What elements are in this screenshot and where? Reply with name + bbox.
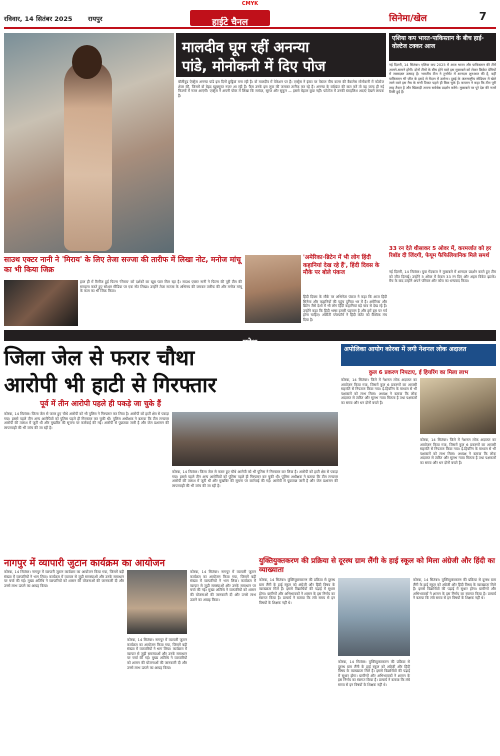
pak-body: नई दिल्ली, 14 सितंबर। एशिया कप 2025 में आज भारत और पाकिस्तान की टीमें आमने-सामने होंगी। दोनों टीमों के बीच होने वाले इस मुकाबले को लेकर क्रिकेट प्रेमियों में जबरदस्त उत्साह है। भारतीय टीम ने टूर्नामेंट में शानदार शुरुआत की है, वहीं पाकिस्तान भी जीत के इरादे से मैदान में उतरेगा। दुबई के अंतरराष्ट्रीय स्टेडियम में खेले जाने वाले इस मैच के सभी टिकट पहले ही बिक चुके हैं। कप्तान ने कहा कि टीम पूरी तरह तैयार है और खिलाड़ी अपना सर्वश्रेष्ठ प्रदर्शन करेंगे। मुकाबले पर पूरे देश की नजरें टिकी हुई हैं।	[389, 63, 496, 94]
school-headline: युक्तियुक्तकरण की प्रक्रिया से दूरस्थ ग्राम लैंगी के हाई स्कूल को मिला अंग्रेजी और हिंदी का व्याख्याता	[259, 556, 495, 574]
tanvi-photo	[4, 280, 78, 326]
jail-subhead: पूर्व में तीन आरोपी पहले ही पकड़े जा चुके हैं	[40, 399, 161, 408]
jail-body: कोरबा, 14 सितंबर। जिला जेल से फरार हुए चौथे आरोपी को भी पुलिस ने गिरफ्तार कर लिया है। आरोपी को हाटी क्षेत्र से पकड़ा गया। इससे पहले तीन अन्य आरोपियों को पुलिस पहले ही गिरफ्तार कर चुकी थी। पुलिस अधीक्षक ने बताया कि टीम लगातार आरोपी की तलाश में जुटी थी और मुखबिर की सूचना पर कार्रवाई की गई। आरोपी से पूछताछ जारी है और जेल प्रशासन की लापरवाही की भी जांच की जा रही है।	[4, 412, 169, 430]
ayush-photo	[245, 255, 301, 323]
court-body: कोरबा, 14 सितंबर। जिले में नेशनल लोक अदालत का आयोजन किया गया, जिसमें कुल 6 प्रकरणों का आपसी सहमति से निपटारा किया गया। ई-हियरिंग के माध्यम से भी पक्षकारों को लाभ मिला। अध्यक्ष ने बताया कि लोक अदालत से त्वरित और सुलभ न्याय मिलता है तथा पक्षकारों का समय और धन दोनों बचते हैं।	[341, 378, 417, 405]
section-label: सिनेमा/खेल	[389, 14, 427, 24]
brand-logo	[190, 10, 270, 26]
tanvi-body: हाल ही में रिलीज हुई फिल्म 'मिराय' को दर्शकों का खूब प्यार मिल रहा है। साउथ एक्टर नानी ने फिल्म की पूरी टीम की सराहना करते हुए सोशल मीडिया पर एक नोट लिखा। उन्होंने तेजा सज्जा के अभिनय की जमकर तारीफ की और मनोज मांचू के काम का भी जिक्र किया।	[80, 280, 242, 294]
nagpur-body-3: कोरबा, 14 सितंबर। नागपुर में व्यापारी जुटान कार्यक्रम का आयोजन किया गया, जिसमें बड़ी संख्या में व्यापारियों ने भाग लिया। कार्यक्रम में व्यापार से जुड़ी समस्याओं और उनके समाधान पर चर्चा की गई। मुख्य अतिथि ने व्यापारियों को शासन की योजनाओं की जानकारी दी और उनसे लाभ उठाने का आग्रह किया।	[127, 638, 187, 670]
ananya-headline-box	[176, 33, 386, 77]
cmyk-marker: CMYK	[241, 1, 259, 7]
cricket-headline: 33 रन देते थीसाकर 5 ओवर में, करमर्जात को हर रिबॉड दी जिंदगी, फेयूम फैफिलियानिक मिले समर्थ	[389, 246, 492, 259]
court-photo	[420, 378, 496, 434]
masthead-date: रविवार, 14 सितंबर 2025	[4, 15, 73, 23]
cricket-body: नई दिल्ली, 14 सितंबर। युवा गेंदबाज ने मुकाबले में शानदार प्रदर्शन करते हुए टीम को जीत दिलाई। उन्होंने 5 ओवर में केवल 33 रन दिए और अहम विकेट झटके। मैच के बाद उन्होंने अपने परिवार और कोच का धन्यवाद किया।	[389, 270, 496, 284]
nagpur-body-2: कोरबा, 14 सितंबर। नागपुर में व्यापारी जुटान कार्यक्रम का आयोजन किया गया, जिसमें बड़ी संख्या में व्यापारियों ने भाग लिया। कार्यक्रम में व्यापार से जुड़ी समस्याओं और उनके समाधान पर चर्चा की गई। मुख्य अतिथि ने व्यापारियों को शासन की योजनाओं की जानकारी दी और उनसे लाभ उठाने का आग्रह किया।	[190, 570, 256, 602]
court-subhead: कुल 6 प्रकरण निपटाए, ई हियरिंग का मिला लाभ	[368, 370, 469, 376]
ananya-photo	[4, 33, 174, 253]
jail-body-2: कोरबा, 14 सितंबर। जिला जेल से फरार हुए चौथे आरोपी को भी पुलिस ने गिरफ्तार कर लिया है। आरोपी को हाटी क्षेत्र से पकड़ा गया। इससे पहले तीन अन्य आरोपियों को पुलिस पहले ही गिरफ्तार कर चुकी थी। पुलिस अधीक्षक ने बताया कि टीम लगातार आरोपी की तलाश में जुटी थी और मुखबिर की सूचना पर कार्रवाई की गई। आरोपी से पूछताछ जारी है और जेल प्रशासन की लापरवाही की भी जांच की जा रही है।	[172, 470, 338, 488]
masthead	[4, 9, 496, 29]
nagpur-body: कोरबा, 14 सितंबर। नागपुर में व्यापारी जुटान कार्यक्रम का आयोजन किया गया, जिसमें बड़ी संख्या में व्यापारियों ने भाग लिया। कार्यक्रम में व्यापार से जुड़ी समस्याओं और उनके समाधान पर चर्चा की गई। मुख्य अतिथि ने व्यापारियों को शासन की योजनाओं की जानकारी दी और उनसे लाभ उठाने का आग्रह किया।	[4, 570, 124, 588]
pradesh-label: प्रदेश	[242, 338, 258, 347]
school-body: कोरबा, 14 सितंबर। युक्तियुक्तकरण की प्रक्रिया से दूरस्थ ग्राम लैंगी के हाई स्कूल को अंग्रेजी और हिंदी विषय के व्याख्याता मिले हैं। इससे विद्यार्थियों की पढ़ाई में सुधार होगा। ग्रामीणों और अभिभावकों ने शासन के इस निर्णय का स्वागत किया है। प्राचार्य ने बताया कि लंबे समय से इन विषयों के शिक्षक नहीं थे।	[259, 578, 335, 605]
pradesh-bar	[4, 330, 496, 347]
court-headline-box	[341, 344, 496, 366]
ananya-headline-1: मालदीव घूम रहीं अनन्या	[182, 40, 310, 56]
school-photo	[338, 578, 410, 656]
school-body-3: कोरबा, 14 सितंबर। युक्तियुक्तकरण की प्रक्रिया से दूरस्थ ग्राम लैंगी के हाई स्कूल को अंग्रेजी और हिंदी विषय के व्याख्याता मिले हैं। इससे विद्यार्थियों की पढ़ाई में सुधार होगा। ग्रामीणों और अभिभावकों ने शासन के इस निर्णय का स्वागत किया है। प्राचार्य ने बताया कि लंबे समय से इन विषयों के शिक्षक नहीं थे।	[413, 578, 496, 601]
court-headline: अपोलिका आयोग कोरबा में लगी नेशनल लोक अदालत	[344, 346, 467, 353]
ananya-body: बॉलीवुड ऐक्ट्रेस अनन्या पांडे इस दिनों छुट्टियां मना रही हैं। वो मालदीव में वेकेशन पर हैं। एक्ट्रेस ने इंस्टा पर पेस्टल पीच कलर की बैकलेस मोनोकनी में फोटोज शेयर कीं, जिसमें वो बेहद खूबसूरत नजर आ रही हैं। फैंस उनके इस लुक की जमकर तारीफ कर रहे हैं। अनन्या के वर्कफ्रंट की बात करें तो वह जल्द ही नई फिल्मों में नजर आएंगी। एक्ट्रेस ने अपनी पोस्ट में लिखा कि समंदर, सूरज और सुकून — इससे बेहतर कुछ नहीं। फोटोज में उनकी स्टाइलिश अदाएं देखने लायक हैं।	[178, 80, 384, 98]
masthead-city: रायपुर	[88, 15, 103, 23]
court-body-2: कोरबा, 14 सितंबर। जिले में नेशनल लोक अदालत का आयोजन किया गया, जिसमें कुल 6 प्रकरणों का आपसी सहमति से निपटारा किया गया। ई-हियरिंग के माध्यम से भी पक्षकारों को लाभ मिला। अध्यक्ष ने बताया कि लोक अदालत से त्वरित और सुलभ न्याय मिलता है तथा पक्षकारों का समय और धन दोनों बचते हैं।	[420, 438, 496, 465]
jail-headline-2: आरोपी भी हाटी से गिरफ्तार	[4, 373, 217, 397]
figure-silhouette	[64, 61, 112, 251]
figure-head	[72, 45, 102, 79]
nagpur-headline: नागपुर में व्यापारी जुटान कार्यक्रम का आयोजन	[4, 558, 165, 569]
school-body-2: कोरबा, 14 सितंबर। युक्तियुक्तकरण की प्रक्रिया से दूरस्थ ग्राम लैंगी के हाई स्कूल को अंग्रेजी और हिंदी विषय के व्याख्याता मिले हैं। इससे विद्यार्थियों की पढ़ाई में सुधार होगा। ग्रामीणों और अभिभावकों ने शासन के इस निर्णय का स्वागत किया है। प्राचार्य ने बताया कि लंबे समय से इन विषयों के शिक्षक नहीं थे।	[338, 660, 410, 687]
page-number: 7	[479, 10, 487, 23]
brand-name: हाईटे चैनल	[211, 18, 248, 28]
ananya-headline-2: पांडे, मोनोकनी में दिए पोज	[182, 59, 326, 75]
nagpur-photo	[127, 570, 187, 634]
pak-headline-box	[389, 33, 496, 61]
pak-headline: एशिया कप भारत-पाकिस्तान के बीच हाई-वोल्टेज टक्कर आज	[392, 35, 484, 50]
jail-headline-1: जिला जेल से फरार चौथा	[4, 346, 195, 370]
jail-photo	[172, 412, 338, 466]
tanvi-headline: साउथ एक्टर नानी ने 'मिराय' के लिए तेजा सज्जा की तारीफ में लिखा नोट, मनोज मांचू का भी किया जिक्र	[4, 255, 241, 274]
ayush-headline: 'अमेरिका-ब्रिटेन में भी लोग हिंदी कहानियां देख रहे हैं', हिंदी दिवस के मौके पर बोले पंकज	[303, 255, 380, 276]
ayush-body: हिंदी दिवस के मौके पर अभिनेता पंकज ने कहा कि आज हिंदी सिनेमा और कहानियों की पहुंच दुनिया भर में है। अमेरिका और ब्रिटेन जैसे देशों में भी लोग हिंदी कहानियां बड़े चाव से देख रहे हैं। उन्होंने कहा कि हिंदी भाषा हमारी पहचान है और हमें इस पर गर्व होना चाहिए। ओटीटी प्लेटफॉर्म ने हिंदी कंटेंट को वैश्विक मंच दिया है।	[303, 295, 387, 322]
